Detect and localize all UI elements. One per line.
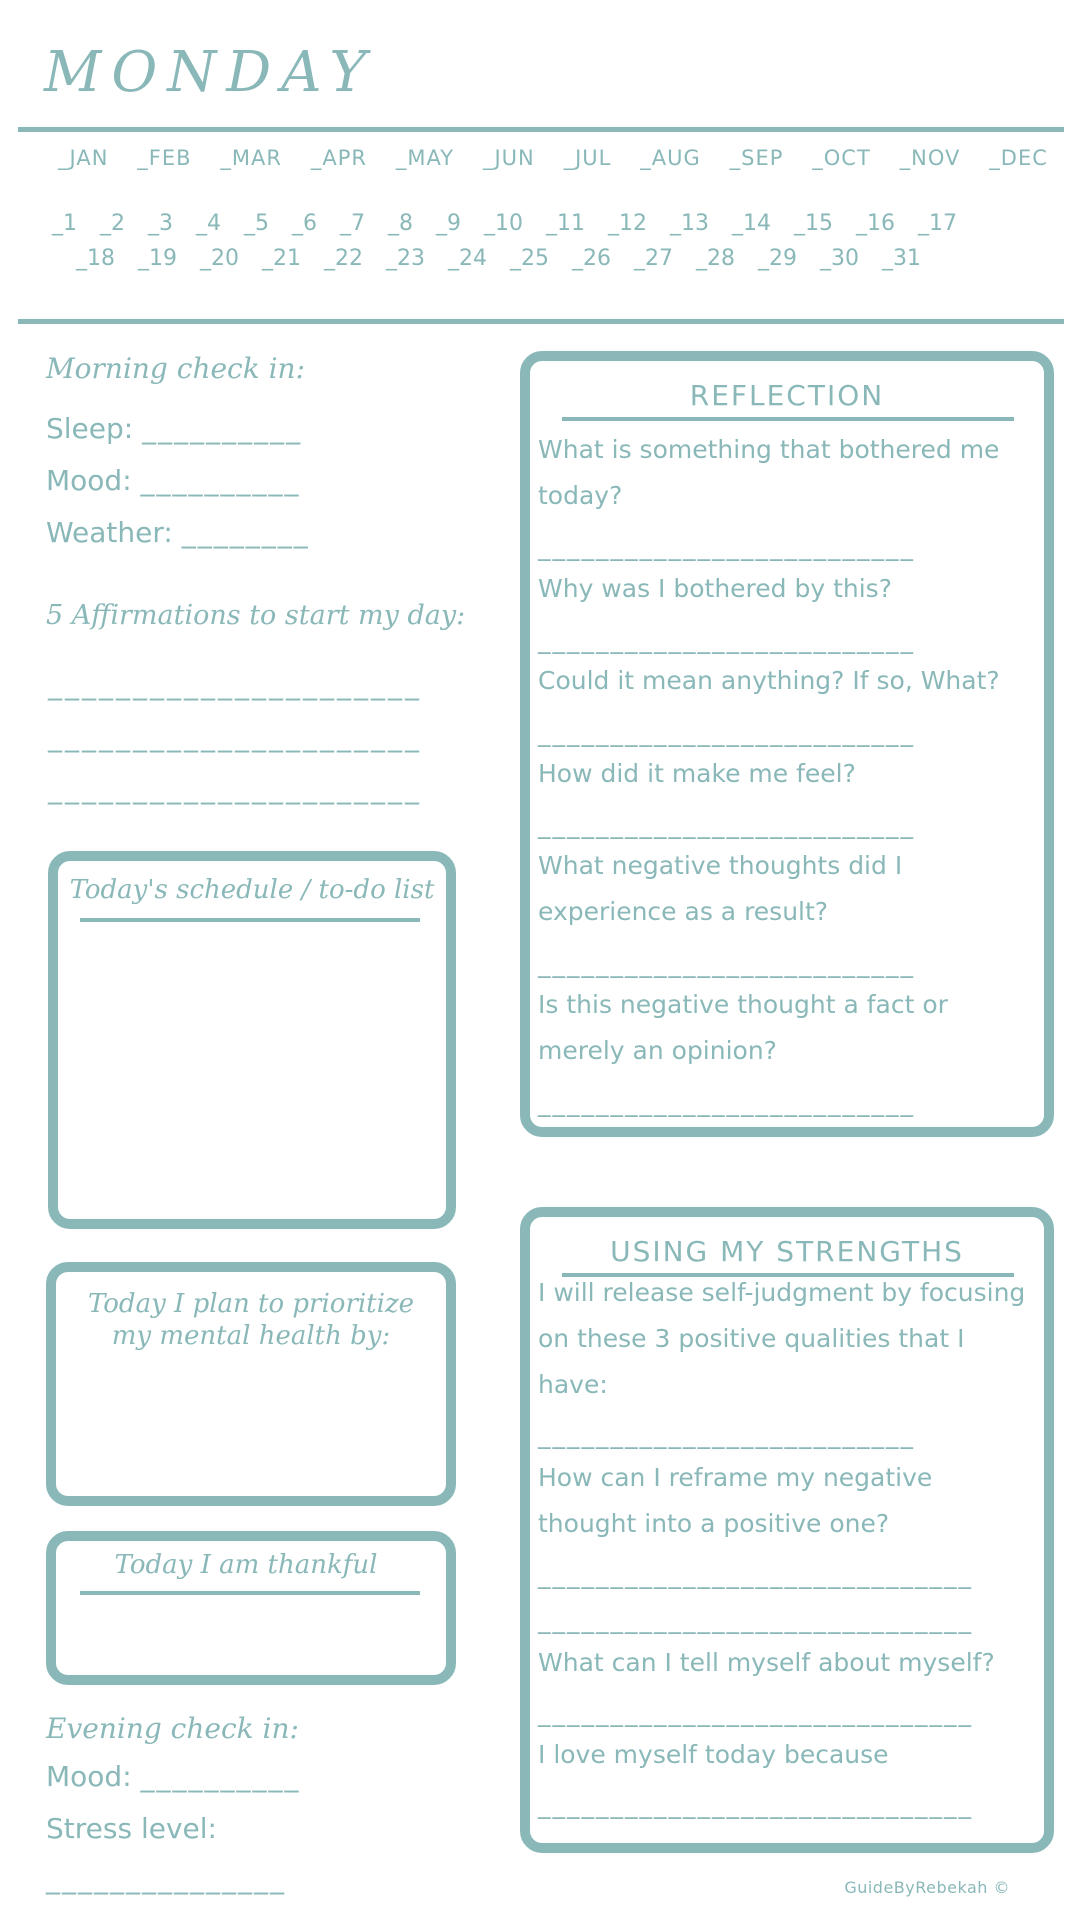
day-option-12[interactable]: _12 — [608, 211, 647, 236]
day-option-16[interactable]: _16 — [856, 211, 895, 236]
day-option-2[interactable]: _2 — [100, 211, 125, 236]
mood-row — [46, 464, 301, 497]
month-option-10[interactable]: _OCT — [812, 146, 871, 170]
day-option-17[interactable]: _17 — [918, 211, 957, 236]
day-option-b-4[interactable]: _21 — [262, 246, 301, 271]
evening-mood-row — [46, 1760, 301, 1793]
day-option-10[interactable]: _10 — [484, 211, 523, 236]
reflection-question-6: Is this negative thought a fact or merely an opinion? — [538, 990, 948, 1065]
day-option-b-2[interactable]: _19 — [138, 246, 177, 271]
day-option-b-1[interactable]: _18 — [76, 246, 115, 271]
stress-field[interactable]: _______________ — [46, 1862, 286, 1895]
morning-check-in-title: Morning check in: — [46, 352, 306, 385]
day-option-b-6[interactable]: _23 — [386, 246, 425, 271]
reflection-answer-4[interactable]: __________________________ — [538, 810, 915, 839]
day-option-15[interactable]: _15 — [794, 211, 833, 236]
day-option-b-8[interactable]: _25 — [510, 246, 549, 271]
affirmations-title: 5 Affirmations to start my day: — [46, 600, 466, 631]
strengths-question-4: I love myself today because — [538, 1740, 889, 1769]
schedule-title: Today's schedule / to-do list — [69, 875, 435, 905]
strengths-answer-1[interactable]: __________________________ — [538, 1420, 915, 1449]
day-option-5[interactable]: _5 — [244, 211, 269, 236]
day-selector-row-1 — [52, 211, 980, 236]
reflection-question-3: Could it mean anything? If so, What? — [538, 666, 1000, 695]
schedule-box[interactable] — [48, 851, 456, 1229]
reflection-answer-2[interactable]: __________________________ — [538, 625, 915, 654]
thankful-title: Today I am thankful — [114, 1550, 378, 1580]
day-option-b-11[interactable]: _28 — [696, 246, 735, 271]
strengths-question-3: What can I tell myself about myself? — [538, 1648, 995, 1677]
month-option-5[interactable]: _MAY — [395, 146, 455, 170]
strengths-answer-2a[interactable]: ______________________________ — [538, 1560, 973, 1589]
day-option-3[interactable]: _3 — [148, 211, 173, 236]
reflection-answer-5[interactable]: __________________________ — [538, 949, 915, 978]
strengths-question-2: How can I reframe my negative thought into a positive one? — [538, 1463, 933, 1538]
day-option-7[interactable]: _7 — [340, 211, 365, 236]
sleep-label: Sleep: — [46, 412, 134, 445]
weather-field[interactable]: ________ — [181, 516, 310, 549]
affirmation-line-1[interactable]: ______________________ — [48, 668, 422, 701]
day-option-b-14[interactable]: _31 — [882, 246, 921, 271]
reflection-question-4: How did it make me feel? — [538, 759, 856, 788]
reflection-question-2: Why was I bothered by this? — [538, 574, 892, 603]
reflection-question-5: What negative thoughts did I experience as a result? — [538, 851, 903, 926]
stress-row — [46, 1812, 217, 1845]
day-option-13[interactable]: _13 — [670, 211, 709, 236]
day-option-11[interactable]: _11 — [546, 211, 585, 236]
evening-mood-label: Mood: — [46, 1760, 132, 1793]
schedule-title-underline — [80, 918, 420, 922]
strengths-answer-2b[interactable]: ______________________________ — [538, 1605, 973, 1634]
month-option-3[interactable]: _MAR — [220, 146, 282, 170]
month-option-2[interactable]: _FEB — [137, 146, 192, 170]
day-selector-row-2 — [76, 246, 944, 271]
weather-row — [46, 516, 310, 549]
month-option-6[interactable]: _JUN — [482, 146, 535, 170]
day-option-4[interactable]: _4 — [196, 211, 221, 236]
evening-check-in-title: Evening check in: — [46, 1712, 299, 1745]
day-option-6[interactable]: _6 — [292, 211, 317, 236]
weather-label: Weather: — [46, 516, 173, 549]
mental-health-title: Today I plan to prioritize my mental health by: — [87, 1289, 415, 1351]
strengths-answer-3[interactable]: ______________________________ — [538, 1698, 973, 1727]
month-option-7[interactable]: _JUL — [563, 146, 612, 170]
footer-credit: GuideByRebekah © — [844, 1878, 1010, 1897]
month-option-9[interactable]: _SEP — [729, 146, 784, 170]
month-selector — [58, 146, 1048, 170]
reflection-question-1: What is something that bothered me today? — [538, 435, 1000, 510]
day-option-b-13[interactable]: _30 — [820, 246, 859, 271]
strengths-question-1: I will release self-judgment by focusing on these 3 positive qualities that I have: — [538, 1278, 1026, 1399]
reflection-answer-3[interactable]: __________________________ — [538, 718, 915, 747]
affirmation-line-3[interactable]: ______________________ — [48, 772, 422, 805]
day-option-b-3[interactable]: _20 — [200, 246, 239, 271]
day-option-8[interactable]: _8 — [388, 211, 413, 236]
thankful-title-underline — [80, 1591, 420, 1595]
month-option-4[interactable]: _APR — [310, 146, 367, 170]
month-option-8[interactable]: _AUG — [640, 146, 701, 170]
day-option-b-5[interactable]: _22 — [324, 246, 363, 271]
stress-label: Stress level: — [46, 1812, 217, 1845]
reflection-answer-6[interactable]: __________________________ — [538, 1088, 915, 1117]
evening-mood-field[interactable]: __________ — [140, 1760, 301, 1793]
day-option-9[interactable]: _9 — [436, 211, 461, 236]
month-option-12[interactable]: _DEC — [989, 146, 1048, 170]
day-option-b-9[interactable]: _26 — [572, 246, 611, 271]
page-title: MONDAY — [44, 40, 377, 105]
reflection-title-underline — [562, 417, 1014, 421]
day-option-14[interactable]: _14 — [732, 211, 771, 236]
header-divider-bottom — [18, 319, 1064, 324]
month-option-11[interactable]: _NOV — [899, 146, 961, 170]
mood-field[interactable]: __________ — [140, 464, 301, 497]
reflection-title: REFLECTION — [689, 379, 885, 412]
day-option-b-12[interactable]: _29 — [758, 246, 797, 271]
day-option-b-10[interactable]: _27 — [634, 246, 673, 271]
reflection-answer-1[interactable]: __________________________ — [538, 532, 915, 561]
strengths-answer-4[interactable]: ______________________________ — [538, 1790, 973, 1819]
day-option-b-7[interactable]: _24 — [448, 246, 487, 271]
month-option-1[interactable]: _JAN — [58, 146, 109, 170]
strengths-title: USING MY STRENGTHS — [610, 1235, 964, 1268]
mood-label: Mood: — [46, 464, 132, 497]
header-divider-top — [18, 127, 1064, 132]
sleep-field[interactable]: __________ — [142, 412, 303, 445]
day-option-1[interactable]: _1 — [52, 211, 77, 236]
affirmation-line-2[interactable]: ______________________ — [48, 720, 422, 753]
sleep-row — [46, 412, 302, 445]
